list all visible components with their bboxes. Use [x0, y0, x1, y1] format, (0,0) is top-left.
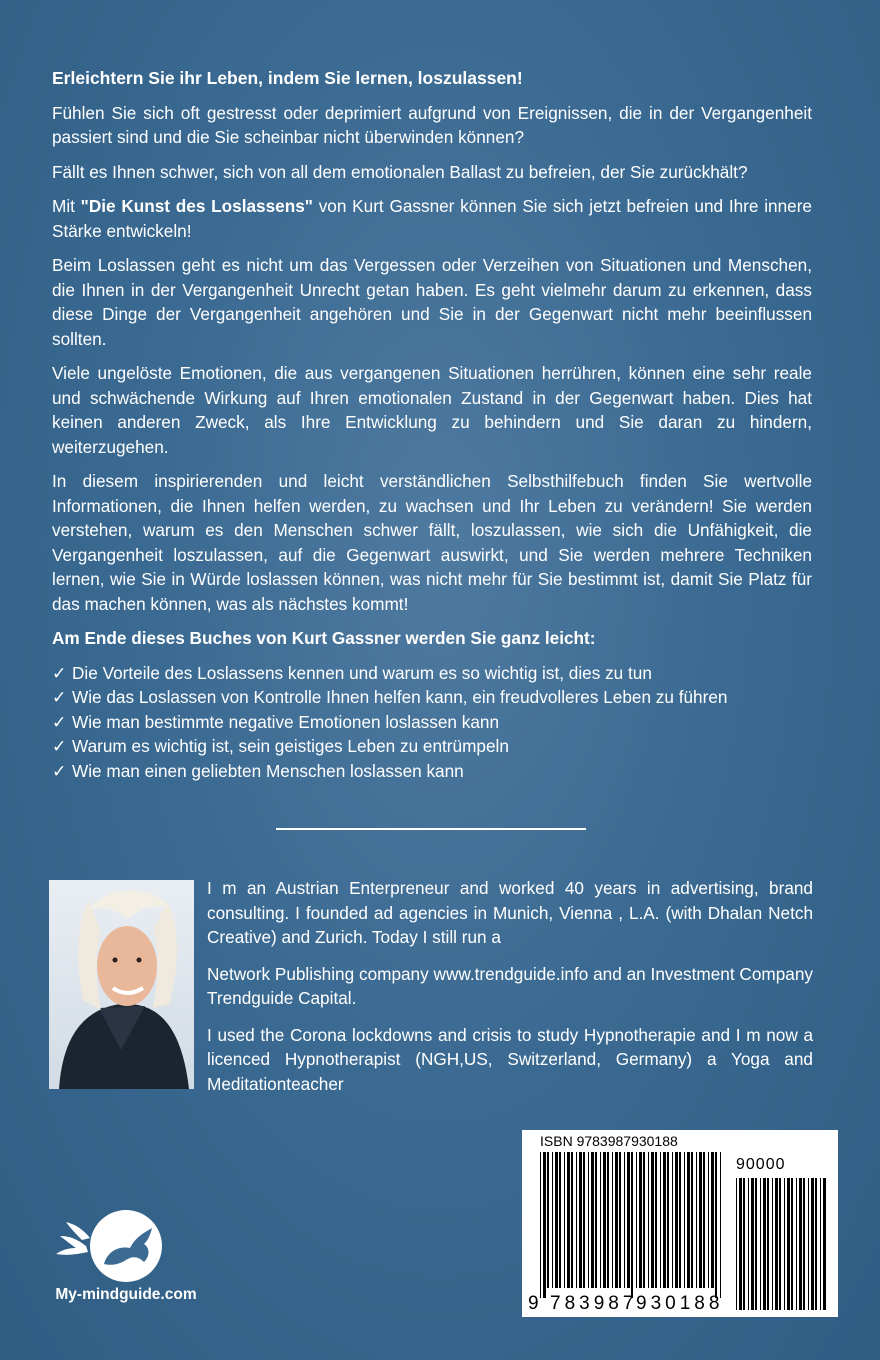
barcode-bar: [675, 1152, 678, 1288]
paragraph: In diesem inspirierenden und leicht verständlichen Selbsthilfebuch finden Sie wertvolle Informationen, die Ihnen helfen werden, zu wachsen und Ihr Leben zu verändern! Sie werden verstehen, warum es den Menschen schwer fällt, loszulassen, wie sich die Unfähigkeit, die Vergangenheit loszulassen, auf die Gegenwart auswirkt, und Sie werden mehrere Techniken lernen, wie Sie in Würde loslassen können, was nicht mehr für Sie bestimmt ist, damit Sie Platz für das machen können, was als nächstes kommt!: [52, 471, 812, 614]
publisher-logo-text: My-mindguide.com: [55, 1286, 197, 1303]
barcode-bar: [636, 1152, 637, 1288]
barcode-bar: [583, 1152, 585, 1288]
barcode-bar: [648, 1152, 649, 1288]
barcode-bar: [760, 1178, 761, 1310]
check-icon: ✓: [52, 760, 67, 781]
barcode-bar: [552, 1152, 553, 1288]
barcode-bar: [748, 1178, 749, 1310]
barcode-bar: [779, 1178, 781, 1310]
barcode-bar: [600, 1152, 601, 1288]
barcode-bar: [607, 1152, 609, 1288]
isbn-label: ISBN 9783987930188: [540, 1133, 678, 1149]
barcode-bar: [763, 1178, 766, 1310]
pegasus-logo-icon: [46, 1206, 206, 1286]
barcode-bar: [823, 1178, 826, 1310]
barcode-bar: [627, 1152, 630, 1288]
benefit-list: [52, 661, 812, 784]
barcode-bar: [540, 1152, 541, 1298]
list-item-text: Wie man bestimmte negative Emotionen loslassen kann: [72, 711, 500, 732]
author-bio: [207, 876, 813, 1108]
check-icon: ✓: [52, 687, 67, 707]
barcode-bar: [612, 1152, 613, 1288]
headline: Erleichtern Sie ihr Leben, indem Sie lernen, loszulassen!: [52, 68, 523, 88]
list-item-text: Wie man einen geliebten Menschen loslassen kann: [72, 760, 464, 781]
barcode-bar: [576, 1152, 577, 1288]
barcode-bar: [720, 1152, 721, 1298]
paragraph-text: Mit: [52, 196, 81, 216]
barcode-bar: [715, 1152, 717, 1298]
barcode-bar: [803, 1178, 805, 1310]
barcode-bar: [775, 1178, 778, 1310]
barcode-bar: [651, 1152, 654, 1288]
barcode-bar: [696, 1152, 697, 1288]
list-heading: Am Ende dieses Buches von Kurt Gassner werden Sie ganz leicht:: [52, 628, 596, 648]
list-item: [52, 661, 812, 686]
barcode-bar: [559, 1152, 561, 1288]
barcode-bar: [643, 1152, 645, 1288]
barcode-bar: [567, 1152, 570, 1288]
barcode-bar: [711, 1152, 714, 1288]
check-icon: ✓: [52, 662, 67, 683]
list-item-text: Die Vorteile des Loslassens kennen und warum es so wichtig ist, dies zu tun: [72, 662, 652, 683]
barcode-bar: [820, 1178, 821, 1310]
barcode-bar: [615, 1152, 618, 1288]
barcode-bar: [784, 1178, 785, 1310]
check-icon: ✓: [52, 711, 67, 732]
barcode-bar: [687, 1152, 690, 1288]
barcode-bar: [591, 1152, 594, 1288]
barcode-bar: [787, 1178, 790, 1310]
barcode-bar: [791, 1178, 793, 1310]
check-icon: ✓: [52, 736, 67, 756]
addon-code: 90000: [736, 1156, 786, 1173]
barcode-bar: [767, 1178, 769, 1310]
barcode-bar: [739, 1178, 742, 1310]
barcode-bar: [564, 1152, 565, 1288]
barcode-bar: [684, 1152, 685, 1288]
barcode-bar: [811, 1178, 814, 1310]
book-title: "Die Kunst des Loslassens": [80, 196, 313, 216]
author-photo: [49, 880, 194, 1089]
barcode-bar: [619, 1152, 621, 1288]
description-text: [52, 66, 812, 783]
list-item: [52, 734, 812, 759]
barcode-bar: [751, 1178, 754, 1310]
paragraph: [52, 194, 812, 243]
bio-paragraph: Network Publishing company www.trendguide.info and an Investment Company Trendguide Capital.: [207, 963, 813, 1008]
barcode-bar: [691, 1152, 693, 1288]
barcode-bar: [579, 1152, 582, 1288]
barcode-bar: [655, 1152, 657, 1288]
barcode-bar: [703, 1152, 705, 1288]
barcode-bar: [571, 1152, 573, 1288]
barcode-bar: [624, 1152, 625, 1288]
barcode-bar: [603, 1152, 606, 1288]
barcode-bar: [772, 1178, 773, 1310]
barcode-bar: [808, 1178, 809, 1310]
barcode-bar: [631, 1152, 633, 1298]
barcode-bar: [796, 1178, 797, 1310]
list-item-text: Warum es wichtig ist, sein geistiges Leben zu entrümpeln: [72, 736, 509, 756]
isbn-digit-group: 783987: [550, 1293, 638, 1314]
barcode-bar: [595, 1152, 597, 1288]
isbn-digit-first: 9: [528, 1293, 539, 1314]
barcode-bar: [755, 1178, 757, 1310]
barcode-bar: [708, 1152, 709, 1288]
list-item: [52, 685, 812, 710]
barcode-bar: [543, 1152, 546, 1298]
barcode-bar: [672, 1152, 673, 1288]
paragraph: Viele ungelöste Emotionen, die aus vergangenen Situationen herrühren, können eine sehr reale und schwächende Wirkung auf Ihren emotionalen Zustand in der Gegenwart haben. Dies hat keinen anderen Zweck, als Ihre Entwicklung zu behindern und Sie daran zu hindern, weiterzugehen.: [52, 363, 812, 457]
barcode-bar: [547, 1152, 549, 1288]
paragraph-text: von Kurt Gassner können Sie sich jetzt befreien und Ihre innere Stärke entwickeln!: [52, 196, 812, 241]
barcode-icon: [522, 1130, 838, 1317]
barcode-bar: [588, 1152, 589, 1288]
barcode-bar: [555, 1152, 558, 1288]
bio-paragraph: I used the Corona lockdowns and crisis to study Hypnotherapie and I m now a licenced Hypnotherapist (NGH,US, Switzerland, Germany) a Yoga and Meditationteacher: [207, 1024, 813, 1094]
barcode-bar: [743, 1178, 745, 1310]
bio-paragraph: I m an Austrian Enterpreneur and worked 40 years in advertising, brand consulting. I founded ad agencies in Munich, Vienna , L.A. (with Dhalan Netch Creative) and Zurich. Today I still run a: [207, 878, 813, 947]
divider: [276, 828, 586, 830]
paragraph: Fühlen Sie sich oft gestresst oder deprimiert aufgrund von Ereignissen, die in der Vergangenheit passiert sind und die Sie scheinbar nicht überwinden können?: [52, 102, 812, 147]
author-portrait-icon: [49, 880, 194, 1089]
barcode-bar: [736, 1178, 737, 1310]
paragraph: Beim Loslassen geht es nicht um das Vergessen oder Verzeihen von Situationen und Menschen, die Ihnen in der Vergangenheit Unrecht getan haben. Es geht vielmehr darum zu erkennen, dass diese Dinge der Vergangenheit angehören und Sie in der Gegenwart nicht mehr beeinflussen sollten.: [52, 255, 812, 349]
barcode-bar: [699, 1152, 702, 1288]
barcode-bar: [799, 1178, 802, 1310]
barcode-bar: [815, 1178, 817, 1310]
isbn-digit-group: 930188: [636, 1293, 724, 1314]
barcode-bar: [667, 1152, 669, 1288]
barcode-bar: [679, 1152, 681, 1288]
isbn-barcode: [522, 1130, 838, 1317]
barcode-bar: [663, 1152, 666, 1288]
paragraph: Fällt es Ihnen schwer, sich von all dem emotionalen Ballast zu befreien, der Sie zurückhält?: [52, 161, 748, 182]
publisher-logo: [46, 1206, 206, 1316]
barcode-bar: [660, 1152, 661, 1288]
list-item: [52, 710, 812, 735]
list-item-text: Wie das Loslassen von Kontrolle Ihnen helfen kann, ein freudvolleres Leben zu führen: [72, 687, 728, 707]
list-item: [52, 759, 812, 784]
barcode-bar: [639, 1152, 642, 1288]
